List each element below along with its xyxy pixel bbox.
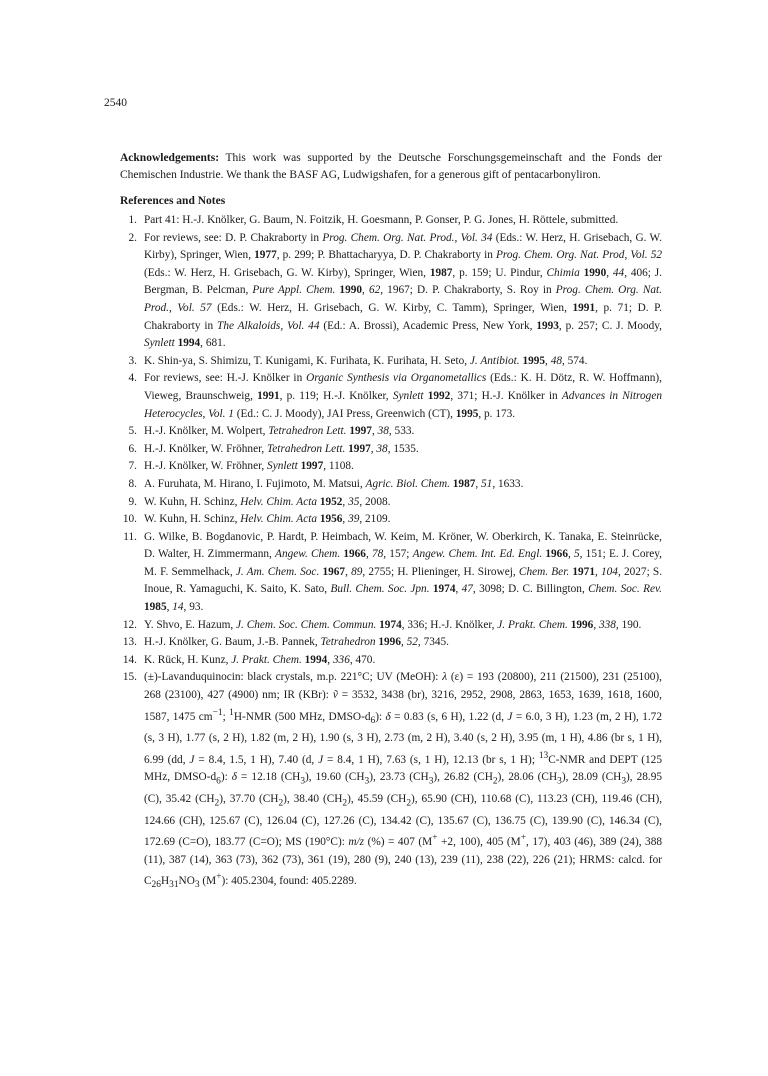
reference-text: G. Wilke, B. Bogdanovic, P. Hardt, P. Heimbach, W. Keim, M. Kröner, W. Oberkirch, K. Tanaka, E. Steinrücke, D. Walter, H. Zimmermann, Angew. Chem. 1966, 78, 157; Angew. Chem. Int. Ed. Engl. 1966, 5, 151; E. J. Corey, M. F. Semmelhack, J. Am. Chem. Soc. 1967, 89, 2755; H. Plieninger, H. Sirowej, Chem. Ber. 1971, 104, 2027; S. Inoue, R. Yamaguchi, K. Saito, K. Sato, Bull. Chem. Soc. Jpn. 1974, 47, 3098; D. C. Billington, Chem. Soc. Rev. 1985, 14, 93. (144, 530, 663, 614)
reference-item (120, 634, 662, 652)
reference-number: 10. (122, 513, 137, 526)
reference-text: Part 41: H.-J. Knölker, G. Baum, N. Foitzik, H. Goesmann, P. Gonser, P. G. Jones, H. Röttele, submitted. (144, 214, 619, 226)
reference-item (120, 652, 662, 670)
reference-item (120, 230, 662, 353)
reference-item (120, 669, 662, 895)
reference-item (120, 423, 662, 441)
reference-item (120, 511, 662, 529)
reference-text: For reviews, see: H.-J. Knölker in Organic Synthesis via Organometallics (Eds.: K. H. Dötz, R. W. Hoffmann), Vieweg, Braunschweig, 1991, p. 119; H.-J. Knölker, Synlett 1992, 371; H.-J. Knölker in Advances in Nitrogen Heterocycles, Vol. 1 (Ed.: C. J. Moody), JAI Press, Greenwich (CT), 1995, p. 173. (144, 372, 662, 420)
reference-text: W. Kuhn, H. Schinz, Helv. Chim. Acta 1956, 39, 2109. (144, 513, 391, 526)
page-number: 2540 (104, 97, 127, 109)
references-heading: References and Notes (120, 195, 226, 207)
reference-text: Y. Shvo, E. Hazum, J. Chem. Soc. Chem. Commun. 1974, 336; H.-J. Knölker, J. Prakt. Chem. 1996, 338, 190. (144, 618, 642, 631)
reference-text: K. Rück, H. Kunz, J. Prakt. Chem. 1994, 336, 470. (144, 653, 376, 666)
reference-number: 1. (128, 214, 137, 226)
acknowledgements (120, 150, 662, 184)
reference-text: W. Kuhn, H. Schinz, Helv. Chim. Acta 1952, 35, 2008. (144, 495, 391, 508)
reference-text: H.-J. Knölker, W. Fröhner, Tetrahedron Lett. 1997, 38, 1535. (144, 442, 419, 455)
reference-number: 12. (122, 618, 137, 631)
acknowledgements-text: This work was supported by the Deutsche Forschungsgemeinschaft and the Fonds der Chemischen Industrie. We thank the BASF AG, Ludwigshafen, for a generous gift of pentacarbonyliron. (120, 152, 662, 181)
references-list (120, 212, 662, 895)
reference-text: A. Furuhata, M. Hirano, I. Fujimoto, M. Matsui, Agric. Biol. Chem. 1987, 51, 1633. (144, 477, 524, 490)
reference-number: 5. (128, 425, 137, 438)
reference-number: 6. (128, 442, 137, 455)
reference-number: 3. (128, 354, 137, 367)
reference-text: H.-J. Knölker, G. Baum, J.-B. Pannek, Tetrahedron 1996, 52, 7345. (144, 636, 449, 649)
reference-item (120, 458, 662, 476)
reference-item (120, 529, 662, 617)
reference-text: H.-J. Knölker, W. Fröhner, Synlett 1997, 1108. (144, 460, 354, 473)
reference-number: 13. (122, 636, 137, 649)
reference-number: 7. (128, 460, 137, 473)
reference-item (120, 370, 662, 423)
reference-number: 2. (128, 231, 137, 244)
reference-item (120, 441, 662, 459)
reference-text: H.-J. Knölker, M. Wolpert, Tetrahedron Lett. 1997, 38, 533. (144, 425, 415, 438)
acknowledgements-title: Acknowledgements: (120, 152, 220, 164)
reference-item (120, 353, 662, 371)
reference-text: (±)-Lavanduquinocin: black crystals, m.p. 221°C; UV (MeOH): λ (ε) = 193 (20800), 211 (21500), 231 (25100), 268 (23100), 427 (4900) nm; IR (KBr): ṽ = 3532, 3438 (br), 3216, 2952, 2908, 2863, 1653, 1639, 1618, 1600, 1587, 1475 $cm^{-1}$; $^1$H-NMR (500 MHz, DMSO-$d_6$): δ = 0.83 (s, 6 H), 1.22 (d, J = 6.0, 3 H), 1.23 (m, 2 H), 1.72 (s, 3 H), 1.77 (s, 2 H), 1.82 (m, 2 H), 1.90 (s, 3 H), 2.73 (m, 2 H), 3.40 (s, 2 H), 3.95 (m, 1 H), 4.86 (br s, 1 H), 6.99 (dd, J = 8.4, 1.5, 1 H), 7.40 (d, J = 8.4, 1 H), 7.63 (s, 1 H), 12.13 (br s, 1 H); $^{13}$C-NMR and DEPT (125 MHz, DMSO-$d_6$): δ = 12.18 $(CH_3)$, 19.60 $(CH_3)$, 23.73 $(CH_3)$, 26.82 $(CH_2)$, 28.06 $(CH_3)$, 28.09 $(CH_3)$, 28.95 (C), 35.42 $(CH_2)$, 37.70 $(CH_2)$, 38.40 $(CH_2)$, 45.59 $(CH_2)$, 65.90 (CH), 110.68 (C), 113.23 (CH), 119.46 (CH), 124.66 (CH), 125.67 (C), 126.04 (C), 127.26 (C), 134.42 (C), 135.67 (C), 136.75 (C), 139.90 (C), 146.34 (C), 172.69 (C=O), 183.77 (C=O); MS (190°C): m/z (%) = 407 (M+ +2, 100), 405 (M+, 17), 403 (46), 389 (24), 388 (11), 387 (14), 363 (73), 362 (73), 361 (19), 280 (9), 240 (13), 239 (11), 238 (22), 226 (21); HRMS: calcd. for $C_{26}H_{31}NO_3$ (M+): 405.2304, found: 405.2289. (144, 671, 663, 891)
reference-item (120, 617, 662, 635)
reference-number: 14. (122, 653, 137, 666)
reference-text: For reviews, see: D. P. Chakraborty in Prog. Chem. Org. Nat. Prod., Vol. 34 (Eds.: W. Herz, H. Grisebach, G. W. Kirby), Springer, Wien, 1977, p. 299; P. Bhattacharyya, D. P. Chakraborty in Prog. Chem. Org. Nat. Prod, Vol. 52 (Eds.: W. Herz, H. Grisebach, G. W. Kirby), Springer, Wien, 1987, p. 159; U. Pindur, Chimia 1990, 44, 406; J. Bergman, B. Pelcman, Pure Appl. Chem. 1990, 62, 1967; D. P. Chakraborty, S. Roy in Prog. Chem. Org. Nat. Prod., Vol. 57 (Eds.: W. Herz, H. Grisebach, G. W. Kirby, C. Tamm), Springer, Wien, 1991, p. 71; D. P. Chakraborty in The Alkaloids, Vol. 44 (Ed.: A. Brossi), Academic Press, New York, 1993, p. 257; C. J. Moody, Synlett 1994, 681. (144, 231, 663, 350)
reference-item (120, 212, 662, 230)
reference-item (120, 494, 662, 512)
reference-number: 8. (128, 477, 137, 490)
reference-number: 11. (123, 530, 137, 543)
reference-item (120, 476, 662, 494)
reference-number: 9. (128, 495, 137, 508)
reference-number: 4. (128, 372, 137, 385)
reference-number: 15. (122, 671, 137, 684)
reference-text: K. Shin-ya, S. Shimizu, T. Kunigami, K. Furihata, K. Furihata, H. Seto, J. Antibiot. 1995, 48, 574. (144, 354, 588, 367)
